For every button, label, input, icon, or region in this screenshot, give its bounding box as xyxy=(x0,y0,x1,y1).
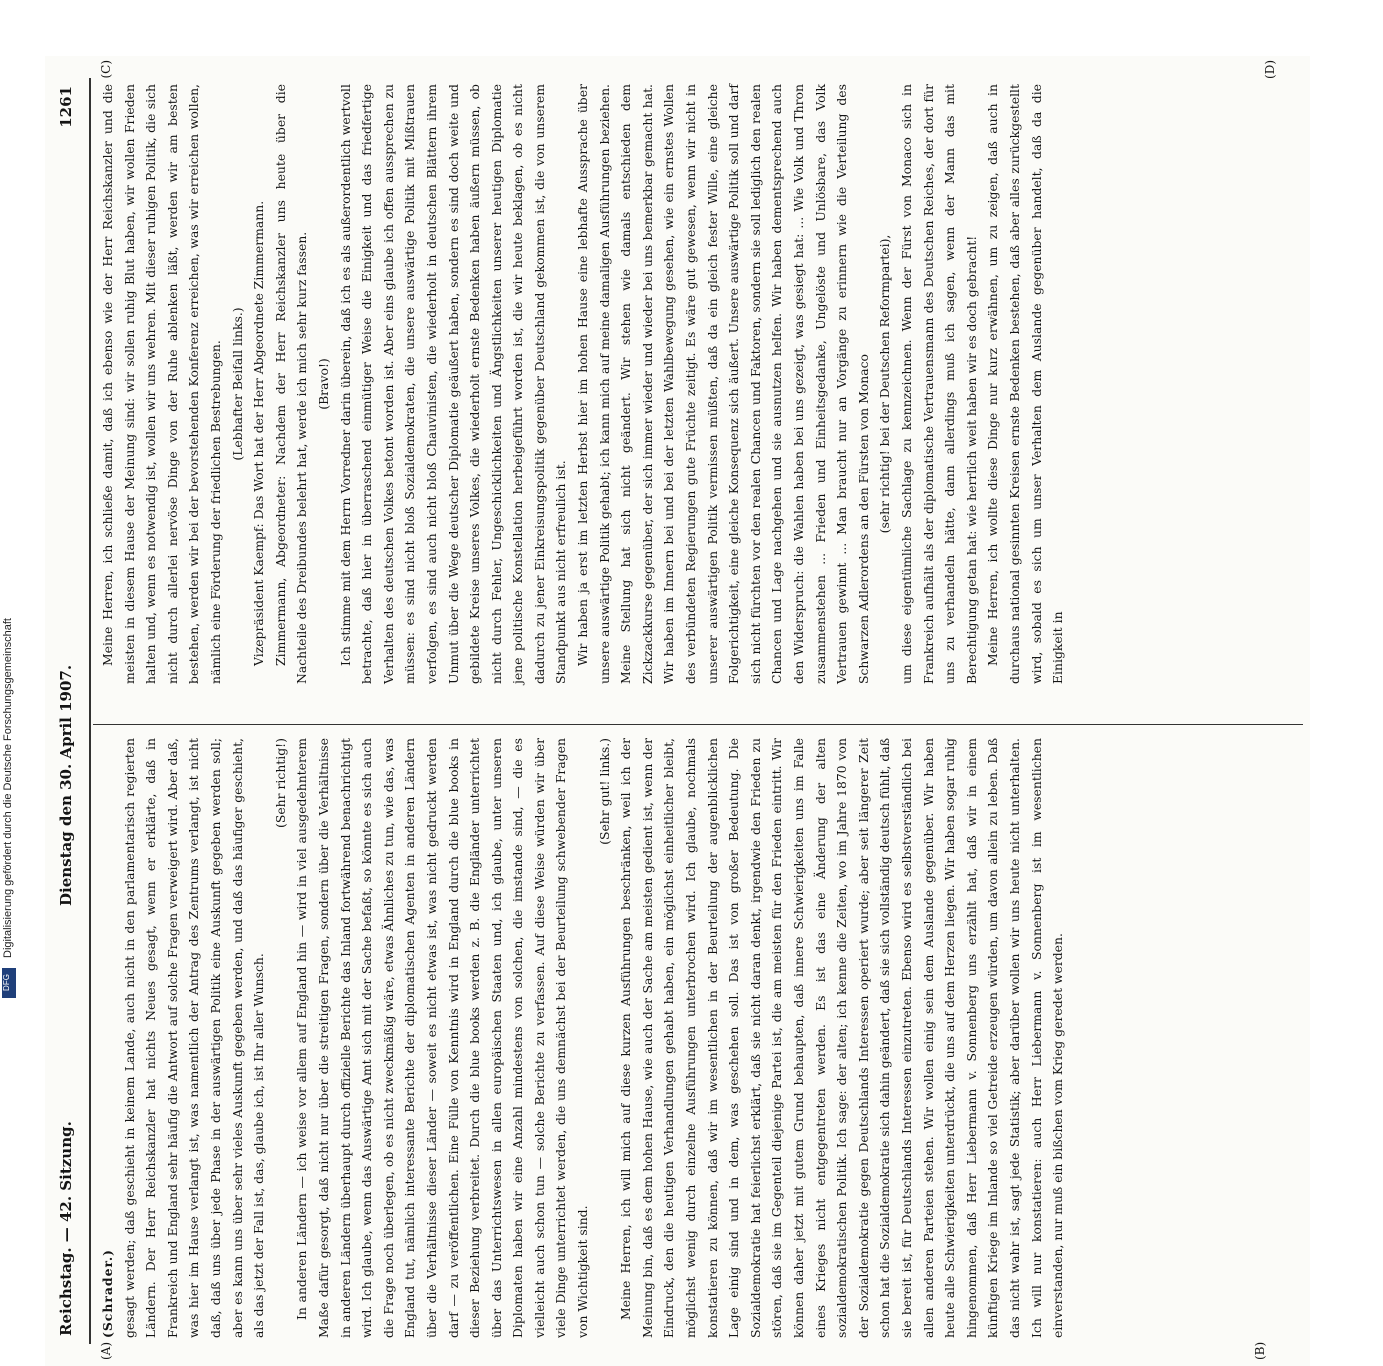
margin-letter-c: (C) xyxy=(99,60,113,79)
header-session: Reichstag. — 42. Sitzung. xyxy=(57,1121,75,1336)
interjection: (sehr richtig! bei der Deutschen Reformpartei), xyxy=(877,234,893,534)
paragraph: gesagt werden; daß geschieht in keinem Lande, auch nicht in den parlamentarisch regierten Ländern. Der Herr Reichskanzler hat nichts Neues gesagt, wenn er erklärte, daß in Frankreich und England sehr häufig die Antwort auf solche Fragen verweigert wird. Aber daß, was hier im Hause verlangt ist, was namentlich der Antrag des Zentrums verlangt, ist nicht daß, daß uns über jede Phase in der auswärtigen Politik eine Auskunft gegeben werden soll; aber es kann uns über sehr vieles Auskunft gegeben werden, und daß das häufiger geschieht, als das jetzt der Fall ist, das, glaube ich, ist Ihr aller Wunsch. xyxy=(121,738,267,1338)
speaker-line: Vizepräsident Kaempf: Das Wort hat der Herr Abgeordnete Zimmermann. xyxy=(251,200,267,666)
paragraph: um diese eigentümliche Sachlage zu kennzeichnen. Wenn der Fürst von Monaco sich in Frankreich aufhält als der diplomatische Vertrauensmann des Deutschen Reiches, der dort für uns zu verhandeln hätte, dann allerdings muß ich sagen, wenn der Mann das mit Berechtigung getan hat: wie herrlich weit haben wir es doch gebracht! xyxy=(898,84,979,684)
margin-letter-a: (A) xyxy=(99,1341,113,1360)
margin-letter-d: (D) xyxy=(1263,60,1277,79)
paragraph: Ich stimme mit dem Herrn Vorredner darin überein, daß ich es als außerordentlich wertvoll betrachte, daß hier in überraschend einmütiger Weise die Einigkeit und das friedfertige Verhalten des deutschen Volkes betont worden ist. Aber eins glaube ich offen aussprechen zu müssen: es sind nicht bloß Sozialdemokraten, die unsere auswärtige Politik mit Mißtrauen verfolgen, es sind auch nicht bloß Chauvinisten, die wiederholt in deutschen Blättern ihrem Unmut über die Wege deutscher Diplomatie geäußert haben, sondern es sind doch weite und gebildete Kreise unseres Volkes, die wiederholt ernste Bedenken haben äußern müssen, ob nicht durch Fehler, Ungeschicklichkeiten und Ängstlichkeiten unserer heutigen Diplomatie jene politische Konstellation herbeigeführt worden ist, die wir heute beklagen, ob es nicht dadurch zu jener Einkreisungspolitik gegenüber Deutschland gekommen ist, die von unserem Standpunkt aus nicht erfreulich ist. xyxy=(337,84,569,684)
column-right xyxy=(97,84,1069,684)
dfg-logo-text: DFG xyxy=(1,974,11,991)
dfg-logo xyxy=(2,968,16,998)
paragraph: Meine Herren, ich schließe damit, daß ich ebenso wie der Herr Reichskanzler und die meisten in diesem Hause der Meinung sind: wir sollen ruhig Blut haben, wir wollen Frieden halten und, wenn es notwendig ist, wollen wir uns wehren. Mit dieser ruhigen Politik, die sich nicht durch allerlei nervöse Dinge von der Ruhe ablenken läßt, werden wir am besten bestehen, werden wir bei der bevorstehenden Konferenz erreichen, was wir erreichen wollen, nämlich eine Förderung der friedlichen Bestrebungen. xyxy=(100,84,223,684)
paragraph: Meine Herren, ich wollte diese Dinge nur kurz erwähnen, um zu zeigen, daß auch in durchaus national gesinnten Kreisen ernste Bedenken bestehen, daß aber alles zurückgestellt wird, sobald es sich um unser Verhalten dem Auslande gegenüber handelt, daß da die Einigkeit in xyxy=(985,84,1066,684)
rotated-page xyxy=(45,56,1310,1366)
column-left xyxy=(97,738,1069,1338)
paragraph: Wir haben ja erst im letzten Herbst hier im hohen Hause eine lebhafte Aussprache über unsere auswärtige Politik gehabt; ich kann mich auf meine damaligen Ausführungen beziehen. Meine Stellung hat sich nicht geändert. Wir stehen wie damals entschieden dem Zickzackkurse gegenüber, der sich immer wieder und wieder bei uns bemerkbar gemacht hat. Wir haben im Innern bei und bei der letzten Wahlbewegung gesehen, wie ein ernstes Wollen des verbündeten Regierungen gute Früchte zeitigt. Es wäre gut gewesen, wenn wir nicht in unserer auswärtigen Politik vermissen müßten, daß da ein gleich fester Wille, eine gleiche Folgerichtigkeit, eine gleiche Konsequenz sich äußert. Unsere auswärtige Politik soll und darf sich nicht fürchten vor den realen Chancen und Faktoren, sondern sie soll lediglich den realen Chancen und Lage nachgehen und sie ausnutzen helfen. Wir haben dementsprechend auch den Widerspruch: die Wahlen haben bei uns gezeigt, was gesiegt hat: ... Wie Volk und Thron zusammenstehen ... Frieden und Einheitsgedanke, Ungelöste und Unlösbare, das Volk Vertrauen gewinnt ... Man braucht nur an Vorgänge zu erinnern wie die Verteilung des Schwarzen Adlerordens an den Fürsten von Monaco xyxy=(575,84,871,684)
column-divider xyxy=(93,724,1303,725)
interjection: (Sehr richtig!) xyxy=(272,738,288,828)
speaker-tag: (Schrader.) xyxy=(100,1248,115,1338)
header-rule xyxy=(89,78,91,1344)
interjection: (Bravo!) xyxy=(315,358,331,410)
page-header xyxy=(51,86,85,1336)
interjection: (Sehr gut! links.) xyxy=(596,738,612,845)
margin-letter-b: (B) xyxy=(1253,1341,1267,1360)
header-date: Dienstag den 30. April 1907. xyxy=(57,664,75,906)
page-number: 1261 xyxy=(57,86,75,128)
interjection: (Lebhafter Beifall links.) xyxy=(229,307,245,461)
speaker-line: Zimmermann, Abgeordneter: Nachdem der Herr Reichskanzler uns heute über die Nachteile des Dreibundes belehrt hat, werde ich mich sehr kurz fassen. xyxy=(272,84,310,684)
paragraph: Meine Herren, ich will mich auf diese kurzen Ausführungen beschränken, weil ich der Meinung bin, daß es dem hohen Hause, wie auch der Sache am meisten gedient ist, wenn der Eindruck, den die heutigen Verhandlungen gehabt haben, ein möglichst einheitlicher bleibt, möglichst wenig durch einzelne Ausführungen unterbrochen wird. Ich glaube, nochmals konstatieren zu können, daß wir im wesentlichen in der Beurteilung der augenblicklichen Lage einig sind und in dem, was geschehen soll. Das ist von großer Bedeutung. Die Sozialdemokratie hat feierlichst erklärt, daß sie nicht daran denkt, irgendwie den Frieden zu stören, daß sie im Gegenteil diejenige Partei ist, die am meisten für den Frieden eintritt. Wir können daher jetzt mit gutem Grund behaupten, daß innere Schwierigkeiten uns im Falle eines Krieges nicht entgegentreten werden. Es ist das eine Änderung der alten sozialdemokratischen Politik. Ich sage: der alten; ich kenne die Zeiten, wo im Jahre 1870 von der Sozialdemokratie gegen Deutschlands Interessen operiert wurde; aber seit längerer Zeit schon hat die Sozialdemokratie sich dahin geändert, daß sie sich vollständig deutsch fühlt, daß sie bereit ist, für Deutschlands Interessen einzutreten. Ebenso wird es selbstverständlich bei allen anderen Parteien stehen. Wir wollen einig sein dem Auslande gegenüber. Wir haben heute alle Schwierigkeiten unterdrückt, die uns auf dem Herzen liegen. Wir haben sogar ruhig hingenommen, daß Herr Liebermann v. Sonnenberg uns erzählt hat, daß wir in einem künftigen Kriege im Inlande so viel Getreide erzeugen würden, um davon allein zu leben. Daß das nicht wahr ist, sagt jede Statistik; aber darüber wollen wir uns heute nicht unterhalten. Ich will nur konstatieren: auch Herr Liebermann v. Sonnenberg ist im wesentlichen einverstanden, nur muß ein bißchen vom Krieg geredet werden. xyxy=(618,737,1066,1338)
funding-note: Digitalisierung gefördert durch die Deutsche Forschungsgemeinschaft xyxy=(2,618,14,958)
paragraph: In anderen Ländern — ich weise vor allem auf England hin — wird in viel ausgedehnterem Maße dafür gesorgt, daß nicht nur über die streitigen Fragen, sondern über die Verhältnisse in anderen Ländern überhaupt durch offizielle Berichte das Inland fortwährend benachrichtigt wird. Ich glaube, wenn das Auswärtige Amt sich mit der Sache befaßt, so könnte es sich auch die Frage noch überlegen, ob es nicht zweckmäßig wäre, etwas Ähnliches zu tun, wie das, was England tut, nämlich interessante Berichte der diplomatischen Agenten in anderen Ländern über die Verhältnisse dieser Länder — soweit es nicht etwas ist, was nicht gedruckt werden darf — zu veröffentlichen. Eine Fülle von Kenntnis wird in England durch die blue books in dieser Beziehung verbreitet. Durch die blue books werden z. B. die Engländer unterrichtet über das Unterrichtswesen in allen europäischen Staaten und, ich glaube, unter unseren Diplomaten haben wir eine Anzahl mindestens von solchen, die imstande sind, — die es vielleicht auch schon tun — solche Berichte zu verfassen. Auf diese Weise würden wir über viele Dinge unterrichtet werden, die uns demnächst bei der Beurteilung schwebender Fragen von Wichtigkeit sind. xyxy=(294,738,591,1338)
